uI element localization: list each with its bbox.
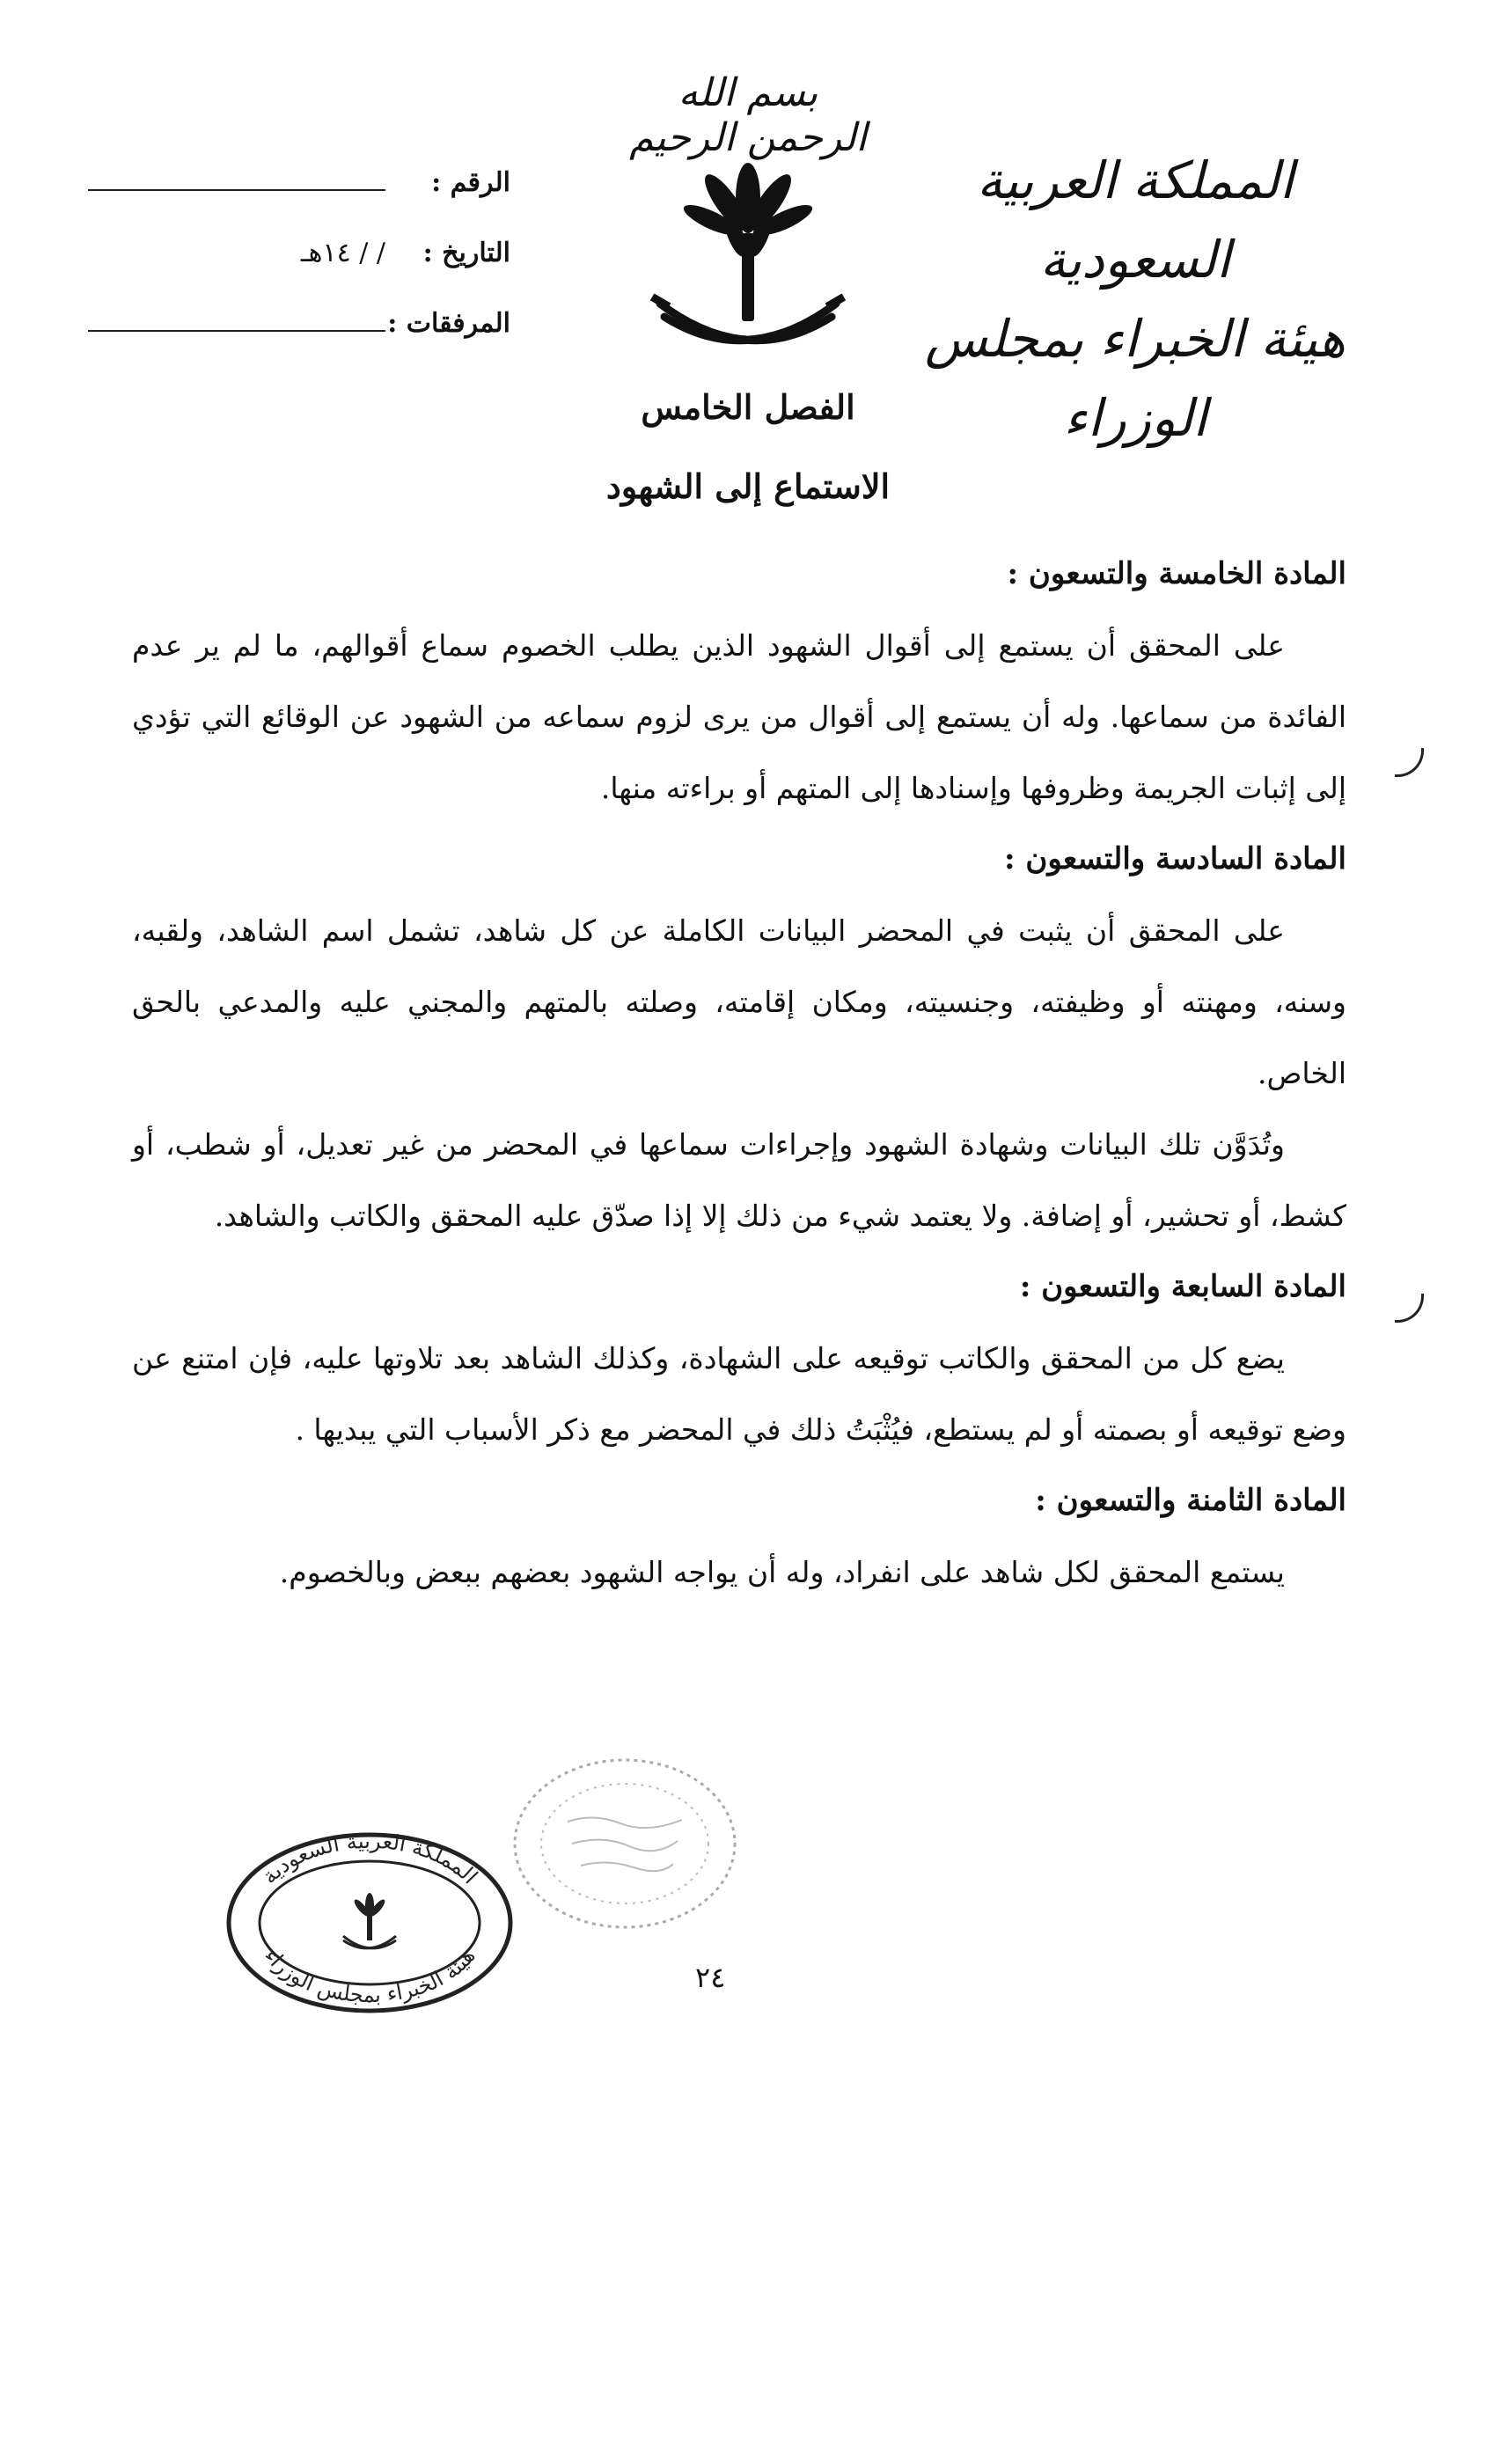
article-98 bbox=[132, 1465, 1346, 1608]
article-heading: المادة السادسة والتسعون : bbox=[1004, 841, 1346, 876]
margin-mark bbox=[1395, 748, 1424, 777]
org-line-2: هيئة الخبراء بمجلس الوزراء bbox=[925, 309, 1346, 448]
ref-number-line bbox=[88, 170, 385, 191]
embossed-seal-stamp bbox=[506, 1751, 744, 1936]
article-paragraph: يستمع المحقق لكل شاهد على انفراد، وله أن يواجه الشهود بعضهم ببعض وبالخصوم. bbox=[279, 1555, 1285, 1589]
article-paragraph: على المحقق أن يستمع إلى أقوال الشهود الذين يطلب الخصوم سماع أقوالهم، ما لم ير عدم الفائدة من سماعها. وله أن يستمع إلى أقوال من يرى لزوم سماعه من الشهود عن الوقائع التي تؤدي إلى إثبات الجريمة وظروفها وإسنادها إلى المتهم أو براءته منها. bbox=[132, 628, 1346, 805]
article-heading: المادة الخامسة والتسعون : bbox=[1007, 556, 1346, 591]
seal-top-text: المملكة العربية السعودية bbox=[257, 1828, 483, 1889]
article-heading: المادة السابعة والتسعون : bbox=[1019, 1269, 1346, 1304]
official-seal-stamp bbox=[220, 1826, 519, 2020]
chapter-title: الفصل الخامس bbox=[641, 387, 855, 427]
ref-attachments-row bbox=[88, 289, 510, 359]
saudi-emblem-icon bbox=[642, 150, 854, 361]
ref-date-value: / / ١٤هـ bbox=[300, 238, 385, 268]
ref-attachments-line bbox=[88, 311, 385, 332]
article-95 bbox=[132, 539, 1346, 824]
seal-bottom-text: هيئة الخبراء بمجلس الوزراء bbox=[259, 1944, 480, 2008]
org-line-1: المملكة العربية السعودية bbox=[976, 150, 1294, 290]
reference-fields bbox=[88, 148, 510, 359]
article-96 bbox=[132, 824, 1346, 1251]
margin-mark bbox=[1395, 1294, 1424, 1323]
article-97 bbox=[132, 1251, 1346, 1465]
article-paragraph: على المحقق أن يثبت في المحضر البيانات الكاملة عن كل شاهد، تشمل اسم الشاهد، ولقبه، وسنه، ومهنته أو وظيفته، وجنسيته، ومكان إقامته، وصلته بالمتهم والمجني عليه والمدعي بالحق الخاص. bbox=[132, 913, 1346, 1090]
article-paragraph: وتُدَوَّن تلك البيانات وشهادة الشهود وإجراءات سماعها في المحضر من غير تعديل، أو شطب، أو كشط، أو تحشير، أو إضافة. ولا يعتمد شيء من ذلك إلا إذا صدّق عليه المحقق والكاتب والشاهد. bbox=[132, 1127, 1346, 1233]
ref-date-row bbox=[88, 218, 510, 289]
document-body bbox=[132, 539, 1346, 1608]
ref-date-label: التاريخ : bbox=[422, 238, 510, 268]
ref-attachments-label: المرفقات : bbox=[387, 308, 510, 339]
page-number: ٢٤ bbox=[695, 1961, 726, 1994]
basmala: بسم الله الرحمن الرحيم bbox=[629, 70, 867, 160]
chapter-subtitle: الاستماع إلى الشهود bbox=[605, 466, 891, 506]
article-heading: المادة الثامنة والتسعون : bbox=[1035, 1483, 1346, 1518]
ref-number-label: الرقم : bbox=[431, 167, 510, 198]
article-paragraph: يضع كل من المحقق والكاتب توقيعه على الشهادة، وكذلك الشاهد بعد تلاوتها عليه، فإن امتنع عن وضع توقيعه أو بصمته أو لم يستطع، فيُثْبَتُ ذلك في المحضر مع ذكر الأسباب التي يبديها . bbox=[132, 1341, 1346, 1447]
ref-number-row bbox=[88, 148, 510, 218]
